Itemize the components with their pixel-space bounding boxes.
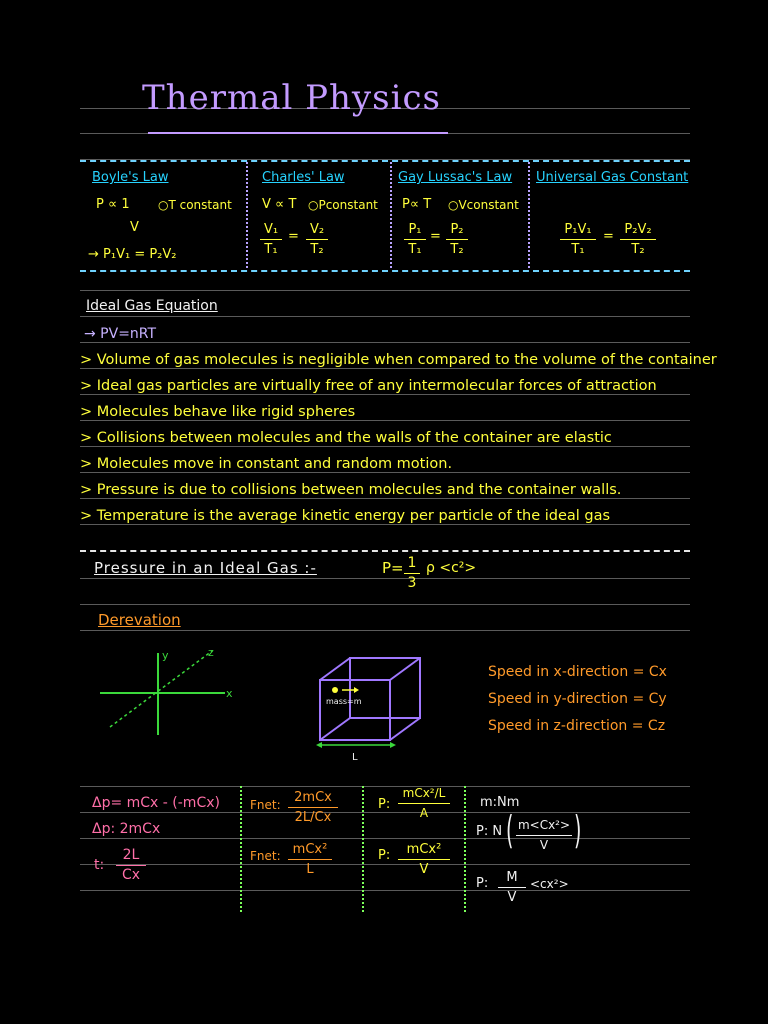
numerator: 1 <box>407 555 417 571</box>
equals-sign: = <box>288 229 299 244</box>
denominator: 2L/Cx <box>294 810 332 825</box>
pressure-lhs-2: P: <box>378 848 391 863</box>
numerator: P₁V₁ <box>564 222 592 237</box>
table-bottom-divider <box>80 270 690 272</box>
ideal-gas-equation: → PV=nRT <box>84 326 157 342</box>
fnet-lhs-1: Fnet: <box>250 798 281 812</box>
charles-law-fraction-left <box>260 222 282 257</box>
eq-column-divider <box>362 786 364 912</box>
title-underline <box>148 132 448 134</box>
numerator: P₁ <box>408 222 422 237</box>
denominator: T₂ <box>631 242 645 257</box>
derivation-heading: Derevation <box>98 611 181 629</box>
denominator: T₂ <box>310 242 324 257</box>
momentum-change: Δp= mCx - (-mCx) <box>92 795 220 811</box>
fnet-fraction-2 <box>288 842 332 877</box>
pressure-heading: Pressure in an Ideal Gas :- <box>94 559 317 577</box>
final-pressure-rhs: <cx²> <box>530 877 569 891</box>
column-divider <box>246 162 248 268</box>
numerator: V₂ <box>309 222 325 237</box>
denominator: T₁ <box>408 242 422 257</box>
gay-lussac-fraction-right <box>446 222 468 257</box>
denominator: 3 <box>407 575 417 591</box>
numerator: mCx² <box>406 842 442 857</box>
total-pressure-fraction <box>516 818 572 853</box>
time-lhs: t: <box>94 857 105 873</box>
numerator: P₂ <box>450 222 464 237</box>
column-divider <box>528 162 530 268</box>
list-item: > Temperature is the average kinetic energy per particle of the ideal gas <box>80 508 611 524</box>
boyles-law-condition: ○T constant <box>158 198 232 212</box>
equals-sign: = <box>430 229 441 244</box>
page-title: Thermal Physics <box>142 78 441 118</box>
equals-sign: = <box>603 229 614 244</box>
boyles-law-denominator: V <box>130 220 139 235</box>
numerator: m<Cx²> <box>517 818 571 832</box>
denominator: V <box>539 838 549 852</box>
list-item: > Volume of gas molecules is negligible when compared to the volume of the container <box>80 352 717 368</box>
numerator: mCx²/L <box>402 786 446 800</box>
boyles-law-equation: → P₁V₁ = P₂V₂ <box>88 247 177 262</box>
boyles-law-title: Boyle's Law <box>92 170 169 185</box>
table-top-divider <box>80 160 690 162</box>
column-divider <box>390 162 392 268</box>
list-item: > Molecules behave like rigid spheres <box>80 404 356 420</box>
pressure-lhs-1: P: <box>378 797 391 812</box>
close-bracket-icon: ) <box>574 808 582 852</box>
numerator: 2mCx <box>294 790 332 805</box>
time-fraction <box>116 848 146 883</box>
total-pressure-lhs: P: N <box>476 824 503 839</box>
denominator: T₁ <box>571 242 585 257</box>
mass-label: mass=m <box>326 697 362 706</box>
gay-lussac-fraction-left <box>404 222 426 257</box>
numerator: M <box>506 870 518 885</box>
numerator: V₁ <box>263 222 279 237</box>
momentum-simplified: Δp: 2mCx <box>92 821 161 837</box>
list-item: > Collisions between molecules and the walls of the container are elastic <box>80 430 612 446</box>
pressure-fraction-2 <box>398 842 450 877</box>
fnet-lhs-2: Fnet: <box>250 849 281 863</box>
denominator: A <box>419 806 429 820</box>
denominator: T₂ <box>450 242 464 257</box>
list-item: > Ideal gas particles are virtually free of any intermolecular forces of attraction <box>80 378 657 394</box>
length-label: L <box>352 752 358 763</box>
denominator: V <box>419 862 429 877</box>
total-mass: m:Nm <box>480 795 520 810</box>
denominator: T₁ <box>264 242 278 257</box>
gay-lussac-relation: P∝ T <box>402 197 432 212</box>
y-axis-label: y <box>162 649 169 662</box>
pressure-lhs: P= <box>382 559 404 577</box>
final-pressure-lhs: P: <box>476 876 489 891</box>
x-axis-label: x <box>226 687 233 700</box>
universal-fraction-right <box>620 222 656 257</box>
fnet-fraction-1 <box>288 790 338 825</box>
denominator: L <box>306 862 314 877</box>
list-item: > Molecules move in constant and random motion. <box>80 456 453 472</box>
charles-law-fraction-right <box>306 222 328 257</box>
boyles-law-relation: P ∝ 1 <box>96 197 130 212</box>
list-item: > Pressure is due to collisions between molecules and the container walls. <box>80 482 622 498</box>
universal-fraction-left <box>560 222 596 257</box>
denominator: Cx <box>121 867 141 883</box>
open-bracket-icon: ( <box>506 808 514 852</box>
speed-y: Speed in y-direction = Cy <box>488 691 667 707</box>
charles-law-condition: ○Pconstant <box>308 198 378 212</box>
universal-gas-constant-title: Universal Gas Constant <box>536 170 689 185</box>
pressure-fraction-1 <box>398 786 450 821</box>
numerator: mCx² <box>292 842 328 857</box>
pressure-rhs: ρ <c²> <box>426 560 477 576</box>
numerator: 2L <box>122 847 140 863</box>
numerator: P₂V₂ <box>624 222 652 237</box>
pressure-fraction <box>404 556 420 591</box>
charles-law-relation: V ∝ T <box>262 197 297 212</box>
z-axis-label: z <box>208 646 214 659</box>
final-pressure-fraction <box>498 870 526 905</box>
gay-lussac-condition: ○Vconstant <box>448 198 519 212</box>
eq-column-divider <box>464 786 466 912</box>
speed-z: Speed in z-direction = Cz <box>488 718 666 734</box>
denominator: V <box>507 890 517 905</box>
gay-lussac-law-title: Gay Lussac's Law <box>398 170 513 185</box>
section-divider <box>80 550 690 552</box>
charles-law-title: Charles' Law <box>262 170 345 185</box>
eq-column-divider <box>240 786 242 912</box>
ideal-gas-heading: Ideal Gas Equation <box>86 298 218 314</box>
speed-x: Speed in x-direction = Cx <box>488 664 667 680</box>
